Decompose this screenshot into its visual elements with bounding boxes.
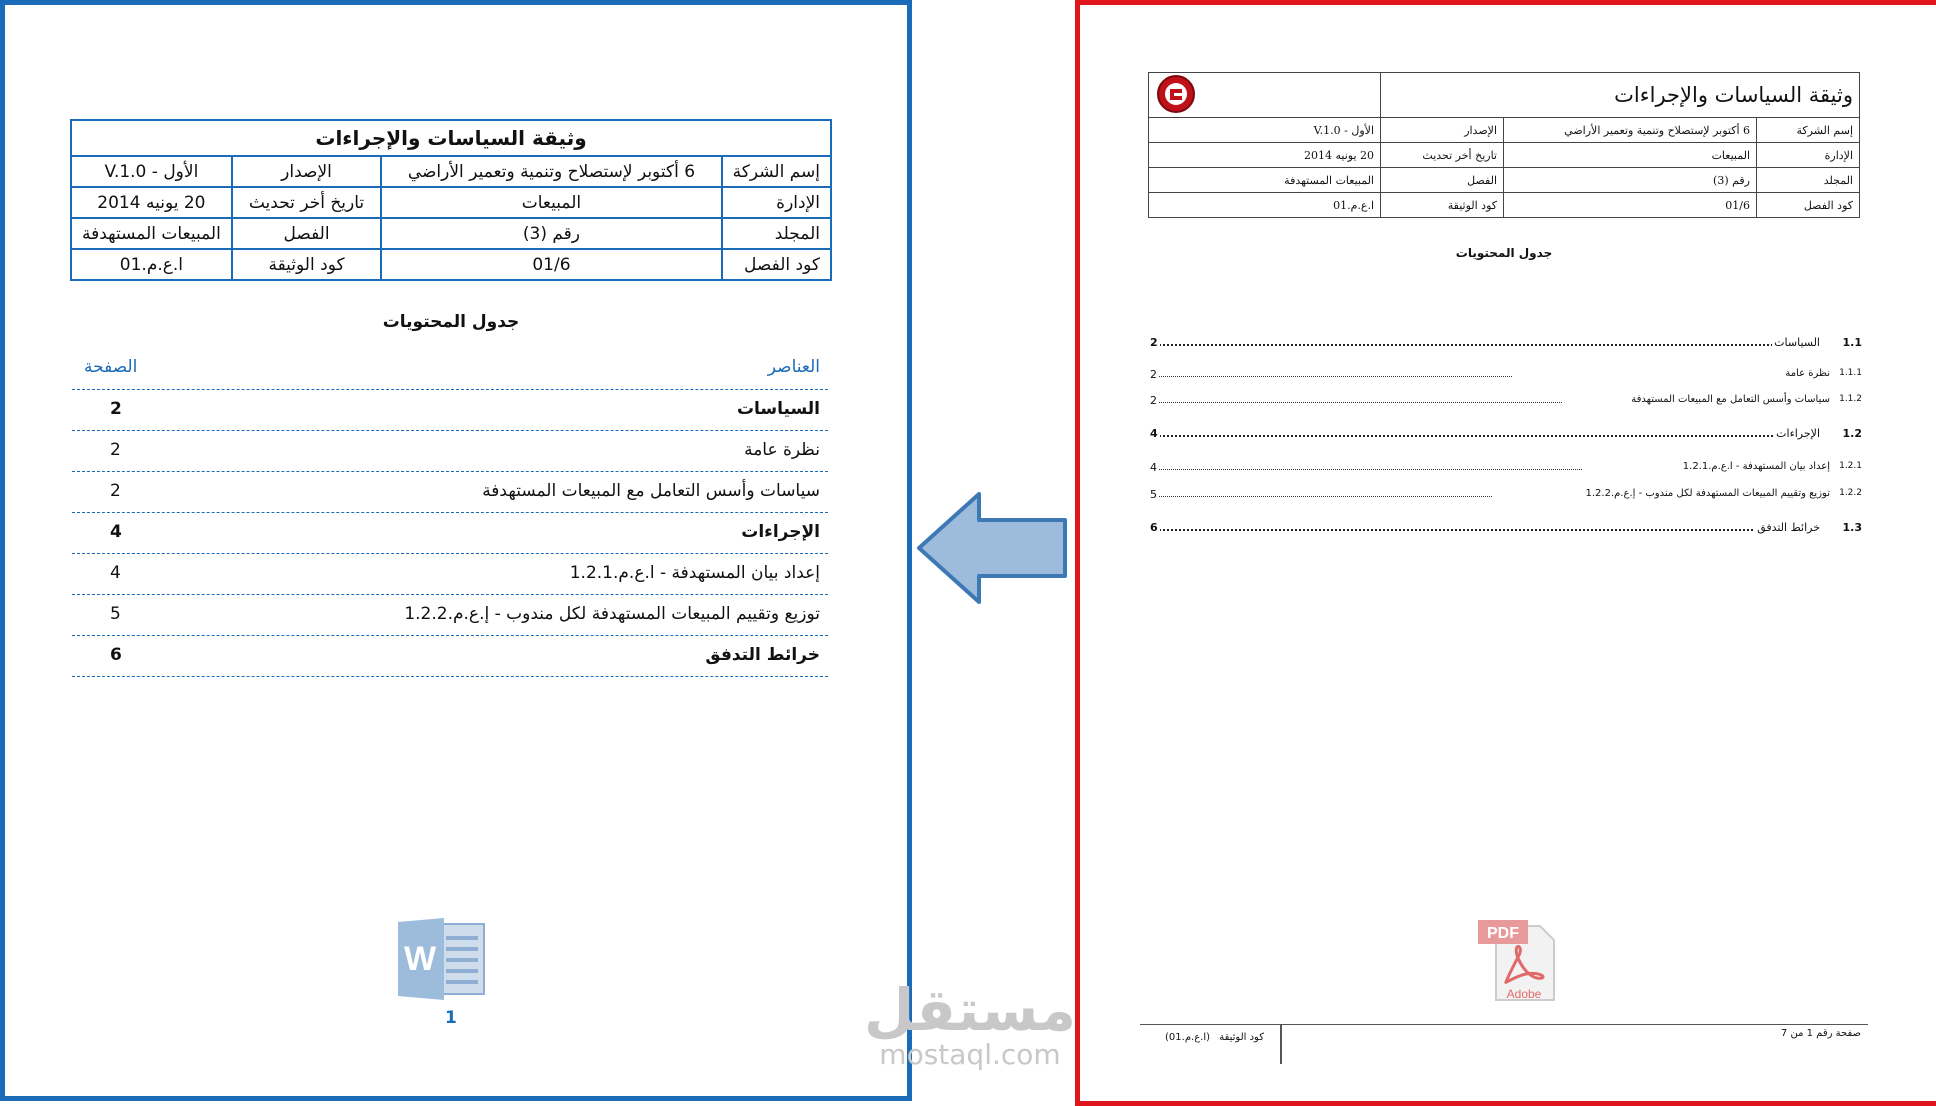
pdf-toc-row[interactable] bbox=[1150, 521, 1862, 539]
toc-page: 4 bbox=[110, 522, 122, 542]
cell: ا.ع.م.01 bbox=[71, 249, 232, 280]
cell: الإدارة bbox=[1757, 143, 1860, 168]
cell: الإصدار bbox=[1381, 118, 1504, 143]
cell: كود الوثيقة bbox=[232, 249, 381, 280]
toc-label: نظرة عامة bbox=[744, 440, 820, 460]
word-icon bbox=[396, 918, 490, 1000]
cell: 01/6 bbox=[381, 249, 721, 280]
pdf-footer-page: صفحة رقم 1 من 7 bbox=[1780, 1028, 1861, 1039]
watermark-arabic: مستقل bbox=[863, 976, 1077, 1044]
cell: المبيعات bbox=[381, 187, 721, 218]
toc-number: 1.3 bbox=[1842, 521, 1862, 534]
cell: الفصل bbox=[1381, 168, 1504, 193]
word-toc-header bbox=[72, 349, 828, 389]
toc-page: 4 bbox=[1150, 427, 1158, 440]
cell: رقم (3) bbox=[381, 218, 721, 249]
toc-row[interactable] bbox=[72, 512, 828, 553]
cell: إسم الشركة bbox=[722, 156, 831, 187]
cell: كود الوثيقة bbox=[1381, 193, 1504, 218]
toc-page: 4 bbox=[1150, 461, 1157, 474]
toc-label: السياسات bbox=[1774, 336, 1820, 349]
left-arrow-icon bbox=[915, 490, 1069, 606]
cell: الأول - V.1.0 bbox=[1149, 118, 1381, 143]
word-icon-letter: W bbox=[403, 940, 437, 978]
toc-label: نظرة عامة bbox=[1785, 368, 1830, 379]
cell: المجلد bbox=[1757, 168, 1860, 193]
pdf-toc-row[interactable] bbox=[1150, 461, 1862, 479]
footer-label: كود الوثيقة bbox=[1219, 1032, 1264, 1043]
toc-row[interactable] bbox=[72, 471, 828, 512]
cell: ا.ع.م.01 bbox=[1149, 193, 1381, 218]
toc-header-label: العناصر bbox=[767, 357, 820, 377]
cell: الإدارة bbox=[722, 187, 831, 218]
pdf-header-table bbox=[1148, 72, 1860, 218]
toc-page: 5 bbox=[110, 604, 121, 624]
page-number: 1 bbox=[445, 1008, 457, 1028]
pdf-icon-brand: Adobe bbox=[1506, 987, 1542, 1001]
toc-page: 2 bbox=[1150, 368, 1157, 381]
toc-number: 1.1.2 bbox=[1839, 394, 1862, 404]
cell: 6 أكتوبر لإستصلاح وتنمية وتعمير الأراضي bbox=[381, 156, 721, 187]
cell: المبيعات المستهدفة bbox=[71, 218, 232, 249]
toc-row[interactable] bbox=[72, 594, 828, 635]
cell: رقم (3) bbox=[1504, 168, 1757, 193]
pdf-toc-row[interactable] bbox=[1150, 488, 1862, 506]
toc-row[interactable] bbox=[72, 389, 828, 430]
cell: المبيعات bbox=[1504, 143, 1757, 168]
watermark bbox=[850, 976, 1090, 1071]
toc-page: 2 bbox=[110, 399, 122, 419]
cell: المجلد bbox=[722, 218, 831, 249]
pdf-toc-row[interactable] bbox=[1150, 394, 1862, 412]
cell: تاريخ أخر تحديث bbox=[232, 187, 381, 218]
pdf-toc-row[interactable] bbox=[1150, 368, 1862, 386]
toc-page: 2 bbox=[110, 481, 121, 501]
cell: المبيعات المستهدفة bbox=[1149, 168, 1381, 193]
pdf-icon-label: PDF bbox=[1487, 925, 1519, 942]
toc-page: 5 bbox=[1150, 488, 1157, 501]
toc-number: 1.1.1 bbox=[1839, 368, 1862, 378]
toc-header-page: الصفحة bbox=[84, 357, 138, 377]
pdf-logo-cell bbox=[1149, 73, 1381, 118]
cell: 20 يونيه 2014 bbox=[1149, 143, 1381, 168]
toc-row[interactable] bbox=[72, 635, 828, 677]
pdf-doc-title: وثيقة السياسات والإجراءات bbox=[1381, 73, 1860, 118]
toc-label: خرائط التدفق bbox=[705, 645, 820, 665]
cell: الإصدار bbox=[232, 156, 381, 187]
pdf-toc-title: جدول المحتويات bbox=[1455, 246, 1553, 260]
cell: إسم الشركة bbox=[1757, 118, 1860, 143]
pdf-footer-divider bbox=[1280, 1024, 1282, 1064]
word-toc-title: جدول المحتويات bbox=[382, 312, 520, 332]
company-logo-icon bbox=[1155, 74, 1197, 114]
toc-label: إعداد بيان المستهدفة - ا.ع.م.1.2.1 bbox=[1682, 461, 1830, 472]
toc-row[interactable] bbox=[72, 553, 828, 594]
cell: تاريخ أخر تحديث bbox=[1381, 143, 1504, 168]
toc-number: 1.2.1 bbox=[1839, 461, 1862, 471]
pdf-toc-row[interactable] bbox=[1150, 336, 1862, 354]
pdf-footer-rule bbox=[1140, 1024, 1868, 1025]
toc-label: الإجراءات bbox=[741, 522, 820, 542]
cell: 01/6 bbox=[1504, 193, 1757, 218]
toc-number: 1.2.2 bbox=[1839, 488, 1862, 498]
toc-number: 1.2 bbox=[1842, 427, 1862, 440]
cell: كود الفصل bbox=[722, 249, 831, 280]
toc-number: 1.1 bbox=[1842, 336, 1862, 349]
cell: كود الفصل bbox=[1757, 193, 1860, 218]
pdf-icon bbox=[1476, 918, 1558, 1002]
toc-label: سياسات وأسس التعامل مع المبيعات المستهدفة bbox=[482, 481, 820, 501]
toc-label: توزيع وتقييم المبيعات المستهدفة لكل مندوب - إ.ع.م.1.2.2 bbox=[404, 604, 820, 624]
toc-label: إعداد بيان المستهدفة - ا.ع.م.1.2.1 bbox=[569, 563, 820, 583]
word-doc-title: وثيقة السياسات والإجراءات bbox=[71, 120, 831, 156]
toc-row[interactable] bbox=[72, 430, 828, 471]
toc-page: 6 bbox=[110, 645, 122, 665]
cell: الأول - V.1.0 bbox=[71, 156, 232, 187]
footer-value: (ا.ع.م.01) bbox=[1165, 1032, 1211, 1043]
watermark-latin: mostaql.com bbox=[879, 1038, 1061, 1071]
toc-page: 2 bbox=[1150, 336, 1158, 349]
toc-page: 2 bbox=[1150, 394, 1157, 407]
toc-label: السياسات bbox=[736, 399, 820, 419]
pdf-footer-doc-code bbox=[1165, 1032, 1264, 1043]
toc-label: توزيع وتقييم المبيعات المستهدفة لكل مندوب - إ.ع.م.1.2.2 bbox=[1585, 488, 1830, 499]
cell: الفصل bbox=[232, 218, 381, 249]
word-toc bbox=[72, 349, 828, 677]
toc-page: 6 bbox=[1150, 521, 1158, 534]
cell: 6 أكتوبر لإستصلاح وتنمية وتعمير الأراضي bbox=[1504, 118, 1757, 143]
toc-page: 4 bbox=[110, 563, 121, 583]
cell: 20 يونيه 2014 bbox=[71, 187, 232, 218]
toc-label: سياسات وأسس التعامل مع المبيعات المستهدفة bbox=[1631, 394, 1830, 405]
toc-label: الإجراءات bbox=[1776, 427, 1820, 440]
word-header-table bbox=[70, 119, 832, 281]
toc-label: خرائط التدفق bbox=[1757, 521, 1820, 534]
toc-page: 2 bbox=[110, 440, 121, 460]
pdf-toc-row[interactable] bbox=[1150, 427, 1862, 445]
